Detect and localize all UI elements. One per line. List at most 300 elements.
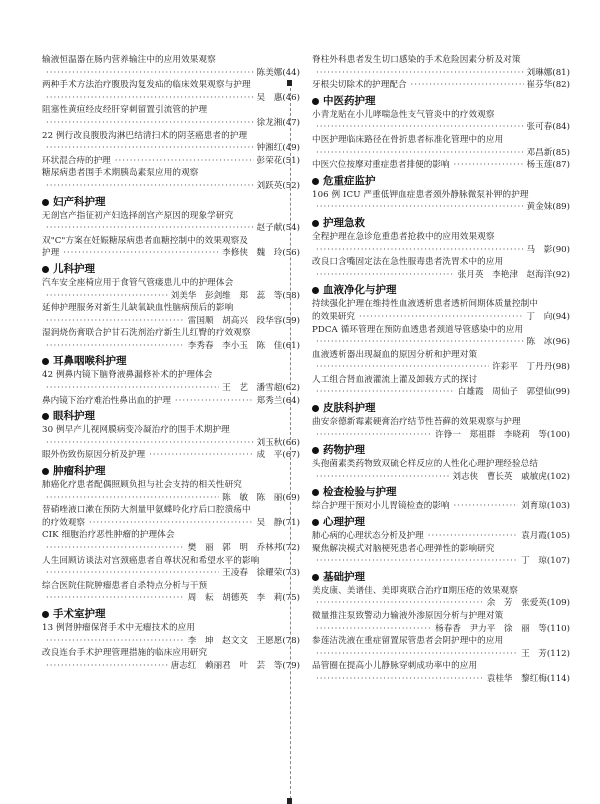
entry-author: 赵子献	[256, 223, 283, 234]
entry-author-line	[312, 386, 570, 399]
entry-title: 改良口含嘴固定法在急性服毒患者洗胃术中的应用	[312, 257, 504, 268]
entry-title: 30 例早产儿视网膜病变冷凝治疗的围手术期护理	[42, 425, 230, 436]
entry-page: (85)	[552, 147, 570, 158]
leader-dots	[316, 471, 449, 484]
toc-entry[interactable]	[42, 167, 300, 192]
section-heading	[312, 485, 570, 500]
toc-column-right	[312, 54, 570, 686]
leader-dots	[316, 623, 432, 636]
leader-dots	[316, 67, 524, 80]
toc-entry[interactable]	[42, 369, 300, 394]
entry-title: PDCA 循环管理在预防血透患者颈道导管感染中的应用	[312, 324, 524, 335]
entry-page: (98)	[552, 362, 570, 373]
entry-page: (82)	[552, 80, 570, 91]
entry-author-line	[42, 660, 300, 673]
toc-entry[interactable]	[312, 458, 570, 483]
entry-title: 湿润烧伤膏联合护甘石洗剂治疗新生儿红臀的疗效观察	[42, 328, 251, 339]
entry-author: 余 芳 张爱英	[486, 598, 547, 609]
entry-author-line	[42, 542, 300, 555]
toc-entry[interactable]	[42, 277, 300, 302]
entry-author-line	[312, 471, 570, 484]
entry-title: 参莲洁洗液在重症留置尿管患者会阴护理中的应用	[312, 636, 504, 647]
section-heading	[312, 283, 570, 298]
leader-dots	[411, 79, 524, 92]
toc-entry[interactable]	[312, 500, 570, 513]
entry-author-line	[42, 315, 300, 328]
entry-page: (112)	[546, 648, 570, 659]
toc-entry[interactable]	[42, 235, 300, 260]
section-title: 中医药护理	[323, 94, 376, 107]
leader-dots	[46, 340, 185, 353]
leader-dots	[359, 311, 524, 324]
entry-page: (78)	[282, 635, 300, 646]
entry-author: 唐志红 赖丽君 叶 芸 等	[170, 660, 283, 671]
toc-entry[interactable]	[312, 54, 570, 79]
leader-dots	[316, 269, 455, 282]
toc-entry-line	[312, 159, 570, 172]
leader-dots	[46, 542, 185, 555]
entry-title: 输液恒温器在肠内营养输注中的应用效果观察	[42, 55, 216, 65]
toc-entry[interactable]	[312, 660, 570, 685]
entry-title: 人工组合肾血液灌流上灌及卸载方式的探讨	[312, 374, 478, 385]
entry-author: 周 耘 胡德英 李 莉	[187, 593, 283, 604]
entry-author: 袁桂华 黎红梅	[486, 673, 547, 684]
toc-entry[interactable]	[42, 327, 300, 352]
entry-author-line	[42, 340, 300, 353]
entry-title: 13 例肾肿瘤保肾手术中无瘤技术的应用	[42, 622, 196, 633]
entry-author-line	[312, 269, 570, 282]
entry-page: (64)	[282, 395, 300, 406]
toc-entry[interactable]	[312, 635, 570, 660]
bullet-icon	[42, 199, 49, 206]
leader-dots	[46, 222, 254, 235]
section-heading	[42, 262, 300, 277]
entry-title: 美皮康、美谱佳、美即爽联合治疗Ⅱ期压疮的效果观察	[312, 585, 518, 596]
section-heading	[312, 401, 570, 416]
leader-dots	[316, 597, 484, 610]
entry-title: 改良连台手术护理管理措施的临床应用研究	[42, 648, 208, 659]
leader-dots	[46, 180, 254, 193]
leader-dots	[316, 147, 524, 160]
toc-entry[interactable]	[312, 374, 570, 399]
entry-page: (71)	[282, 517, 300, 528]
entry-page: (114)	[546, 673, 570, 684]
toc-entry[interactable]	[42, 529, 300, 554]
entry-author: 丁 琼	[521, 556, 547, 567]
bullet-icon	[312, 519, 319, 526]
entry-title: 两种手术方法治疗腹股沟复发疝的临床效果观察与护理	[42, 80, 251, 91]
section-title: 危重症监护	[323, 174, 376, 187]
entry-author: 李秀春 李小玉 陈 佳	[187, 340, 283, 351]
entry-author: 王 艺 潘雪超	[222, 383, 283, 394]
leader-dots	[46, 290, 168, 303]
entry-author: 刘美华 彭剑维 郑 蕊 等	[170, 290, 283, 301]
entry-author: 刘跃英	[256, 180, 283, 191]
section-title: 检查检验与护理	[323, 486, 397, 499]
section-heading	[312, 570, 570, 585]
toc-entry[interactable]	[312, 610, 570, 635]
entry-page: (66)	[282, 437, 300, 448]
leader-dots	[316, 555, 518, 568]
section-heading	[312, 515, 570, 530]
toc-entry[interactable]	[312, 189, 570, 214]
section-title: 皮肤科护理	[323, 402, 376, 415]
entry-author: 王 芳	[521, 648, 547, 659]
entry-author-line	[42, 247, 300, 260]
bullet-icon	[42, 266, 49, 273]
entry-author: 杨春香 尹力平 徐 丽 等	[435, 623, 547, 634]
entry-page: (109)	[546, 598, 570, 609]
entry-author: 郑秀兰	[256, 395, 283, 406]
entry-page: (105)	[546, 531, 570, 542]
toc-entry[interactable]	[312, 543, 570, 568]
toc-entry[interactable]	[42, 54, 300, 79]
entry-page: (87)	[552, 160, 570, 171]
entry-page: (58)	[282, 290, 300, 301]
entry-author: 许铮一 郑祖群 李晓莉 等	[435, 429, 547, 440]
entry-author-line	[312, 244, 570, 257]
entry-title: 糖尿病患者围手术期胰岛素泵应用的观察	[42, 168, 199, 179]
entry-title: 眼外伤致伤原因分析及护理	[42, 450, 146, 461]
entry-author-line	[42, 67, 300, 80]
leader-dots	[46, 567, 219, 580]
section-heading	[312, 216, 570, 231]
leader-dots	[316, 244, 524, 257]
entry-page: (110)	[546, 623, 570, 634]
entry-author-line	[312, 623, 570, 636]
entry-page: (49)	[282, 143, 300, 154]
entry-page: (100)	[546, 429, 570, 440]
toc-entry[interactable]	[312, 256, 570, 281]
entry-author-line	[42, 117, 300, 130]
entry-page: (69)	[282, 492, 300, 503]
entry-author-line	[42, 142, 300, 155]
bullet-icon	[42, 358, 49, 365]
toc-entry[interactable]	[42, 555, 300, 580]
toc-entry-line	[312, 79, 570, 92]
entry-author: 钟湘红	[256, 143, 283, 154]
section-title: 心理护理	[323, 516, 365, 529]
entry-author: 成 平	[256, 450, 283, 461]
entry-author: 雷国顺 胡高兴 段华容	[187, 315, 283, 326]
section-heading	[42, 464, 300, 479]
entry-page: (102)	[546, 471, 570, 482]
entry-title: 综合护理干预对小儿胃镜检查的影响	[312, 501, 450, 512]
section-title: 护理急救	[323, 216, 365, 229]
entry-title-continued: 的疗效观察	[42, 517, 85, 528]
entry-title: 微量推注泵致警动力输液外渗原因分析与护理对策	[312, 611, 504, 621]
entry-title: 小青龙贴在小儿哮喘急性支气管炎中的疗效观察	[312, 109, 495, 120]
entry-author: 袁月霞	[521, 531, 547, 542]
entry-author: 马 影	[526, 244, 553, 255]
entry-title: 环状混合痔的护理	[42, 155, 111, 166]
toc-entry-line	[312, 530, 570, 543]
entry-title: 头孢菌素类药物致双硫仑样反应的人性化心理护理经验总结	[312, 459, 539, 470]
toc-entry[interactable]	[42, 155, 300, 168]
bullet-icon	[312, 178, 319, 185]
bullet-icon	[312, 287, 319, 294]
section-title: 眼科护理	[53, 410, 95, 423]
entry-page: (81)	[552, 67, 570, 78]
entry-title: 综合医院住院肿瘤患者自杀特点分析与干预	[42, 580, 208, 591]
entry-author-line	[312, 311, 570, 324]
section-title: 基础护理	[323, 570, 365, 583]
toc-entry[interactable]	[312, 231, 570, 256]
entry-page: (67)	[282, 450, 300, 461]
entry-title: CIK 细胞治疗恶性肿瘤的护理体会	[42, 530, 175, 541]
entry-title: 牙根尖切除术的护理配合	[312, 80, 407, 91]
entry-author: 陈 敏 陈 丽	[222, 492, 283, 503]
section-title: 儿科护理	[53, 262, 95, 275]
entry-title: 肺心病的心理状态分析及护理	[312, 531, 424, 542]
toc-entry[interactable]	[312, 134, 570, 159]
entry-page: (52)	[282, 180, 300, 191]
entry-page: (46)	[282, 92, 300, 103]
entry-author: 刘玉秋	[256, 437, 283, 448]
leader-dots	[115, 155, 254, 168]
section-title: 血液净化与护理	[323, 284, 397, 297]
toc-entry[interactable]	[42, 104, 300, 129]
toc-entry-line	[42, 395, 300, 408]
entry-author: 张可春	[526, 122, 553, 133]
entry-title: 双"C"方案在妊娠糖尿病患者血糖控制中的效果观察及	[42, 235, 249, 246]
entry-author: 吴 静	[256, 517, 283, 528]
entry-author: 许彩平 丁丹丹	[492, 362, 553, 373]
entry-title: 品管圈在提高小儿静脉穿刺成功率中的应用	[312, 661, 478, 672]
leader-dots	[316, 386, 455, 399]
entry-page: (90)	[552, 244, 570, 255]
leader-dots	[428, 530, 518, 543]
leader-dots	[46, 492, 219, 505]
toc-entry[interactable]	[42, 479, 300, 504]
bullet-icon	[312, 98, 319, 105]
entry-author: 李 坤 赵文文 王愿愿	[187, 635, 283, 646]
toc-entry-line	[42, 155, 300, 168]
leader-dots	[46, 660, 168, 673]
section-title: 药物护理	[323, 444, 365, 457]
leader-dots	[89, 517, 254, 530]
entry-title: 聚焦解决模式对脑梗死患者心理弹性的影响研究	[312, 543, 495, 554]
entry-page: (44)	[282, 67, 300, 78]
entry-author: 李修侠 魏 玲	[222, 248, 283, 259]
entry-author: 徐龙湘	[256, 117, 283, 128]
entry-author: 彭荣花	[256, 155, 283, 166]
toc-entry[interactable]	[42, 210, 300, 235]
toc-entry[interactable]	[312, 416, 570, 441]
entry-author-line	[42, 382, 300, 395]
entry-page: (94)	[552, 311, 570, 322]
entry-author-line	[42, 222, 300, 235]
toc-entry-line	[312, 500, 570, 513]
column-divider-top-mark	[287, 80, 292, 86]
entry-author-line	[312, 67, 570, 80]
entry-author: 陈美娜	[256, 67, 283, 78]
entry-page: (107)	[546, 556, 570, 567]
entry-title: 106 例 ICU 严重低钾血症患者颈外静脉微泵补钾的护理	[312, 189, 529, 200]
section-title: 妇产科护理	[53, 195, 106, 208]
entry-author: 丁 向	[526, 311, 553, 322]
leader-dots	[63, 247, 219, 260]
entry-author-line	[42, 567, 300, 580]
toc-entry[interactable]	[42, 424, 300, 449]
entry-author-line	[312, 201, 570, 214]
leader-dots	[316, 361, 489, 374]
toc-entry[interactable]	[312, 530, 570, 543]
toc-column-left	[42, 54, 300, 672]
entry-author-line	[312, 147, 570, 160]
toc-entry[interactable]	[42, 580, 300, 605]
entry-title: 脊柱外科患者发生切口感染的手术危险因素分析及对策	[312, 55, 521, 65]
entry-author: 杨玉莲	[526, 160, 553, 171]
entry-author-line	[42, 592, 300, 605]
entry-author-line	[312, 555, 570, 568]
entry-title: 无剖宫产指征初产妇选择剖宫产原因的现象学研究	[42, 210, 234, 221]
entry-author-line	[42, 517, 300, 530]
bullet-icon	[42, 468, 49, 475]
leader-dots	[175, 395, 254, 408]
toc-entry[interactable]	[42, 79, 300, 104]
entry-page: (56)	[282, 248, 300, 259]
entry-page: (59)	[282, 315, 300, 326]
entry-author-line	[42, 437, 300, 450]
section-heading	[42, 354, 300, 369]
entry-title: 持续强化护理在维持性血液透析患者透析间期体质量控制中	[312, 299, 539, 310]
section-heading	[312, 94, 570, 109]
entry-page: (54)	[282, 223, 300, 234]
leader-dots	[316, 648, 518, 661]
entry-author: 刘育琼	[521, 501, 547, 512]
entry-page: (62)	[282, 383, 300, 394]
toc-entry[interactable]	[42, 302, 300, 327]
bullet-icon	[312, 447, 319, 454]
entry-author: 邓昌新	[526, 147, 553, 158]
entry-page: (75)	[282, 593, 300, 604]
leader-dots	[46, 382, 219, 395]
entry-page: (99)	[552, 387, 570, 398]
leader-dots	[46, 635, 185, 648]
entry-author: 樊 丽 郭 明 乔林邦	[187, 543, 283, 553]
section-heading	[42, 607, 300, 622]
entry-author-line	[312, 361, 570, 374]
entry-title: 肺癌化疗患者配偶照顾负担与社会支持的相关性研究	[42, 480, 242, 491]
leader-dots	[316, 429, 432, 442]
toc-entry[interactable]	[42, 647, 300, 672]
entry-author-line	[312, 429, 570, 442]
entry-title: 中医穴位按摩对重症患者排便的影响	[312, 160, 450, 171]
entry-page: (96)	[552, 337, 570, 348]
bullet-icon	[312, 405, 319, 412]
section-heading	[42, 409, 300, 424]
entry-title: 鼻内镜下治疗难治性鼻出血的护理	[42, 395, 171, 406]
entry-author: 吴 惠	[256, 92, 283, 103]
entry-author: 黄金妹	[526, 202, 553, 213]
bullet-icon	[42, 413, 49, 420]
leader-dots	[316, 201, 524, 214]
section-heading	[312, 443, 570, 458]
entry-title: 曲安奈德新霉素硬膏治疗结节性苔藓的效果观察与护理	[312, 417, 521, 428]
entry-page: (72)	[282, 543, 300, 553]
toc-entry[interactable]	[42, 395, 300, 408]
entry-page: (89)	[552, 202, 570, 213]
toc-entry[interactable]	[312, 109, 570, 134]
section-title: 手术室护理	[53, 607, 106, 620]
leader-dots	[454, 500, 519, 513]
entry-author-line	[312, 336, 570, 349]
toc-entry[interactable]	[312, 324, 570, 349]
entry-author-line	[312, 648, 570, 661]
column-divider-bottom-mark	[287, 798, 292, 804]
toc-entry[interactable]	[312, 159, 570, 172]
entry-author: 陈 冰	[526, 337, 553, 348]
entry-title: 汽车安全座椅应用于食管气管瘘患儿中的护理体会	[42, 277, 234, 288]
entry-title: 全程护理在急诊危重患者抢救中的应用效果观察	[312, 231, 495, 242]
toc-entry[interactable]	[42, 504, 300, 529]
leader-dots	[454, 159, 524, 172]
toc-entry-line	[42, 449, 300, 462]
bullet-icon	[42, 611, 49, 618]
entry-title: 血液透析器出现凝血的原因分析和护理对策	[312, 349, 478, 360]
entry-title: 人生回顾访谈法对宫颈癌患者自尊状况和希望水平的影响	[42, 555, 260, 566]
entry-title: 延伸护理服务对新生儿缺氧缺血性脑病预后的影响	[42, 303, 234, 314]
leader-dots	[46, 67, 254, 80]
toc-entry[interactable]	[312, 585, 570, 610]
section-title: 耳鼻咽喉科护理	[53, 355, 127, 368]
toc-entry[interactable]	[312, 349, 570, 374]
entry-author: 王凌春 徐耀荣	[222, 568, 283, 579]
entry-title-continued: 护理	[42, 248, 60, 259]
entry-page: (51)	[282, 155, 300, 166]
leader-dots	[149, 449, 253, 462]
toc-entry[interactable]	[42, 130, 300, 155]
section-heading	[42, 195, 300, 210]
entry-author: 刘琳娜	[526, 67, 553, 78]
entry-title: 替硝唑液口漱在预防大剂量甲氨蝶呤化疗后口腔溃疡中	[42, 505, 251, 516]
leader-dots	[316, 121, 524, 134]
entry-title-continued: 的效果研究	[312, 311, 355, 322]
entry-page: (79)	[282, 660, 300, 671]
leader-dots	[46, 315, 185, 328]
entry-title: 阻塞性黄疸经皮经肝穿刺留置引流管的护理	[42, 105, 208, 116]
toc-entry[interactable]	[42, 449, 300, 462]
entry-page: (92)	[552, 269, 570, 280]
bullet-icon	[312, 574, 319, 581]
entry-author-line	[42, 492, 300, 505]
leader-dots	[46, 592, 185, 605]
toc-entry[interactable]	[42, 622, 300, 647]
entry-title: 中医护理临床路径在骨折患者标准化管理中的应用	[312, 134, 504, 145]
leader-dots	[316, 336, 524, 349]
toc-entry[interactable]	[312, 79, 570, 92]
entry-author-line	[312, 121, 570, 134]
entry-title: 22 例行改良腹股沟淋巴结清扫术的阴茎癌患者的护理	[42, 130, 248, 141]
toc-entry[interactable]	[312, 298, 570, 323]
entry-author-line	[42, 290, 300, 303]
leader-dots	[46, 142, 254, 155]
bullet-icon	[312, 489, 319, 496]
entry-page: (73)	[282, 568, 300, 579]
entry-page: (84)	[552, 122, 570, 133]
section-heading	[312, 174, 570, 189]
entry-page: (61)	[282, 340, 300, 351]
leader-dots	[316, 673, 484, 686]
entry-author-line	[42, 180, 300, 193]
entry-page: (103)	[546, 501, 570, 512]
leader-dots	[46, 437, 254, 450]
entry-author: 崔芬华	[526, 80, 553, 91]
section-title: 肿瘤科护理	[53, 465, 106, 478]
entry-author-line	[312, 597, 570, 610]
leader-dots	[46, 117, 254, 130]
